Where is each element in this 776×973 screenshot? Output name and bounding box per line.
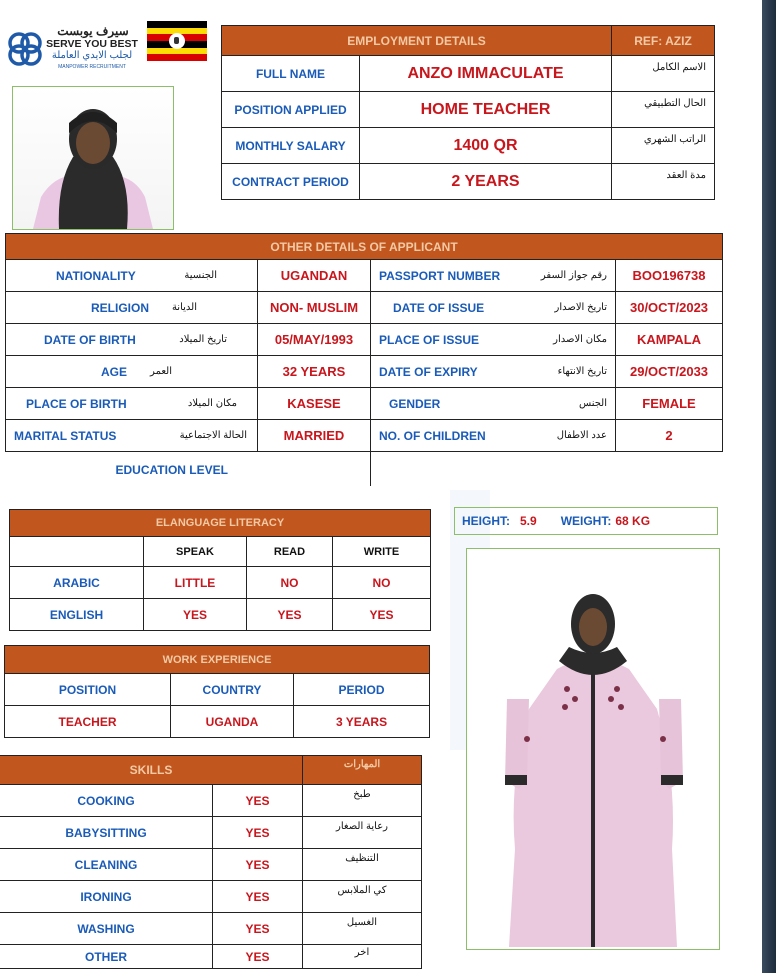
language-table (9, 509, 431, 631)
skills-table (0, 755, 422, 969)
lang-arabic: ARABIC (10, 567, 144, 599)
col-position: POSITION (5, 674, 171, 706)
other-details-table (5, 233, 723, 486)
employment-title: EMPLOYMENT DETAILS (222, 26, 612, 56)
ar-place-issue: مكان الاصدار (553, 334, 607, 345)
value-pob: KASESE (258, 388, 371, 420)
skill-cleaning-ar: التنظيف (303, 849, 422, 881)
value-passport: BOO196738 (616, 260, 723, 292)
full-body-photo (466, 548, 720, 950)
agency-name-ar: سيرف يوبست (57, 24, 129, 38)
value-children: 2 (616, 420, 723, 452)
skill-babysitting: BABYSITTING (0, 817, 213, 849)
work-title: WORK EXPERIENCE (5, 646, 430, 674)
ar-expiry: تاريخ الانتهاء (557, 366, 607, 377)
col-country: COUNTRY (171, 674, 294, 706)
label-full-name: FULL NAME (222, 56, 360, 92)
skill-cleaning-value: YES (213, 849, 303, 881)
lang-english: ENGLISH (10, 599, 144, 631)
height-label: HEIGHT: (462, 514, 510, 528)
employment-table (221, 25, 715, 200)
ar-gender: الجنس (578, 398, 607, 409)
skill-babysitting-ar: رعاية الصغار (303, 817, 422, 849)
ar-children: عدد الاطفال (556, 430, 607, 441)
value-contract: 2 YEARS (360, 164, 612, 200)
ar-age: العمر (150, 366, 172, 377)
work-experience-table (4, 645, 430, 738)
english-write: YES (333, 599, 431, 631)
agency-sub-ar: لجلب الايدي العاملة (51, 50, 133, 61)
skill-washing: WASHING (0, 913, 213, 945)
value-position: HOME TEACHER (360, 92, 612, 128)
skill-other: OTHER (0, 945, 213, 969)
label-date-issue: DATE OF ISSUE (393, 300, 485, 315)
label-nationality: NATIONALITY (56, 268, 136, 283)
agency-logo (6, 24, 138, 74)
skill-cooking-ar: طبخ (303, 785, 422, 817)
skill-ironing: IRONING (0, 881, 213, 913)
skill-cooking-value: YES (213, 785, 303, 817)
skill-cleaning: CLEANING (0, 849, 213, 881)
ar-marital: الحالة الاجتماعية (179, 430, 247, 441)
language-title: ELANGUAGE LITERACY (10, 510, 431, 537)
ar-contract: مدة العقد (612, 164, 715, 200)
skill-ironing-value: YES (213, 881, 303, 913)
value-nationality: UGANDAN (258, 260, 371, 292)
ref-code: REF: AZIZ (612, 26, 715, 56)
agency-sub-en: MANPOWER RECRUITMENT (58, 64, 126, 70)
window-edge (762, 0, 776, 973)
value-salary: 1400 QR (360, 128, 612, 164)
value-education (371, 452, 723, 486)
weight-value: 68 KG (615, 514, 651, 528)
english-read: YES (247, 599, 333, 631)
skills-title: SKILLS (0, 756, 303, 785)
label-marital: MARITAL STATUS (14, 428, 117, 443)
label-salary: MONTHLY SALARY (222, 128, 360, 164)
skill-other-ar: اخر (303, 945, 422, 969)
skill-washing-value: YES (213, 913, 303, 945)
skill-washing-ar: الغسيل (303, 913, 422, 945)
label-age: AGE (101, 364, 128, 379)
label-dob: DATE OF BIRTH (44, 332, 136, 347)
label-passport: PASSPORT NUMBER (379, 268, 501, 283)
value-full-name: ANZO IMMACULATE (360, 56, 612, 92)
value-date-issue: 30/OCT/2023 (616, 292, 723, 324)
skills-title-ar: المهارات (303, 756, 422, 785)
ar-date-issue: تاريخ الاصدار (554, 302, 607, 313)
weight-label: WEIGHT: (560, 514, 612, 528)
agency-name-en: SERVE YOU BEST (46, 38, 138, 50)
ar-pob: مكان الميلاد (187, 398, 237, 409)
value-expiry: 29/OCT/2033 (616, 356, 723, 388)
ar-salary: الراتب الشهري (612, 128, 715, 164)
col-period: PERIOD (294, 674, 430, 706)
ar-dob: تاريخ الميلاد (179, 334, 227, 345)
ar-full-name: الاسم الكامل (612, 56, 715, 92)
value-marital: MARRIED (258, 420, 371, 452)
measurements-box (454, 507, 718, 535)
value-place-issue: KAMPALA (616, 324, 723, 356)
work-country: UGANDA (171, 706, 294, 738)
ar-passport: رقم جواز السفر (540, 270, 607, 281)
col-write: WRITE (333, 537, 431, 567)
label-education: EDUCATION LEVEL (115, 462, 228, 477)
label-gender: GENDER (389, 396, 441, 411)
arabic-read: NO (247, 567, 333, 599)
label-pob: PLACE OF BIRTH (26, 396, 127, 411)
work-position: TEACHER (5, 706, 171, 738)
label-expiry: DATE OF EXPIRY (379, 364, 478, 379)
uganda-flag (147, 21, 207, 61)
skill-other-value: YES (213, 945, 303, 969)
label-religion: RELIGION (91, 300, 150, 315)
logo-knot-icon (6, 30, 44, 68)
skill-ironing-ar: كي الملابس (303, 881, 422, 913)
skill-cooking: COOKING (0, 785, 213, 817)
ar-position: الحال التطبيقي (612, 92, 715, 128)
arabic-speak: LITTLE (144, 567, 247, 599)
label-contract: CONTRACT PERIOD (222, 164, 360, 200)
value-religion: NON- MUSLIM (258, 292, 371, 324)
skill-babysitting-value: YES (213, 817, 303, 849)
label-place-issue: PLACE OF ISSUE (379, 332, 480, 347)
value-age: 32 YEARS (258, 356, 371, 388)
other-details-title: OTHER DETAILS OF APPLICANT (6, 234, 723, 260)
value-gender: FEMALE (616, 388, 723, 420)
ar-religion: الديانة (171, 302, 197, 313)
col-read: READ (247, 537, 333, 567)
ar-nationality: الجنسية (184, 270, 217, 281)
label-position: POSITION APPLIED (222, 92, 360, 128)
work-period: 3 YEARS (294, 706, 430, 738)
portrait-photo (12, 86, 174, 230)
arabic-write: NO (333, 567, 431, 599)
english-speak: YES (144, 599, 247, 631)
label-children: NO. OF CHILDREN (379, 428, 486, 443)
col-speak: SPEAK (144, 537, 247, 567)
value-dob: 05/MAY/1993 (258, 324, 371, 356)
height-value: 5.9 (520, 514, 537, 528)
